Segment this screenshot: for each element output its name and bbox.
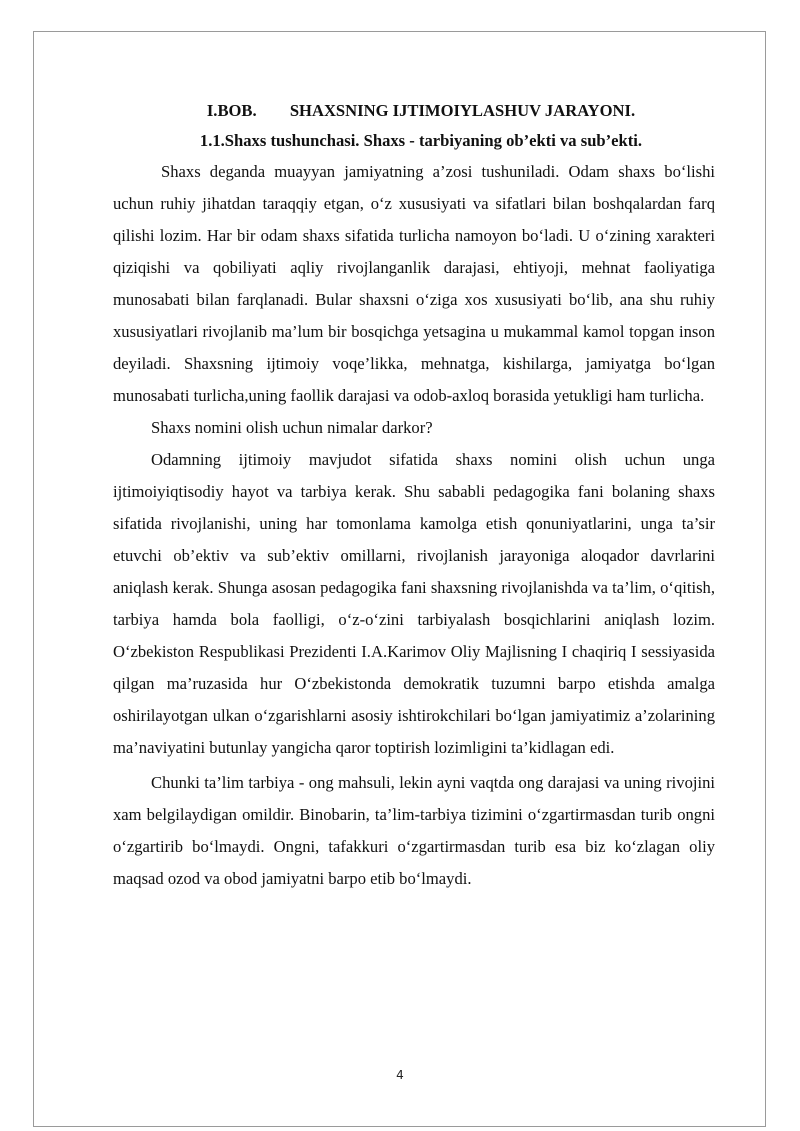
paragraph-1: Shaxs deganda muayyan jamiyatning a’zosi tushuniladi. Odam shaxs bo‘lishi uchun ruhiy jihatdan taraqqiy etgan, o‘z xususiyati va sifatlari bilan boshqalardan farq qilishi lozim. Har bir odam shaxs sifatida turlicha namoyon bo‘ladi. U o‘zining xarakteri qiziqishi va qobiliyati aqliy rivojlanganlik darajasi, ehtiyoji, mehnat faoliyatiga munosabati bilan farqlanadi. Bular shaxsni o‘ziga xos xususiyati bo‘lib, ana shu ruhiy xususiyatlari rivojlanib ma’lum bir bosqichga yetsagina u mukammal kamol topgan inson deyiladi. Shaxsning ijtimoiy voqe’likka, mehnatga, kishilarga, jamiyatga bo‘lgan munosabati turlicha,uning faollik darajasi va odob-axloq borasida yetukligi ham turlicha. [113, 162, 715, 405]
paragraph-question: Shaxs nomini olish uchun nimalar darkor? [151, 418, 433, 437]
paragraph-3: Chunki ta’lim tarbiya - ong mahsuli, lekin ayni vaqtda ong darajasi va uning rivojini xam belgilaydigan omildir. Binobarin, ta’lim-tarbiya tizimini o‘zgartirmasdan turib ongni o‘zgartirib bo‘lmaydi. Ongni, tafakkuri o‘zgartirmasdan turib esa biz ko‘zlagan oliy maqsad ozod va obod jamiyatni barpo etib bo‘lmaydi. [113, 773, 715, 888]
section-title: 1.1.Shaxs tushunchasi. Shaxs - tarbiyaning ob’ekti va sub’ekti. [199, 131, 643, 150]
paragraph-2: Odamning ijtimoiy mavjudot sifatida shaxs nomini olish uchun unga ijtimoiyiqtisodiy hayot va tarbiya kerak. Shu sababli pedagogika fani bolaning shaxs sifatida rivojlanishi, uning har tomonlama kamolga etish qonuniyatlarini, unga ta’sir etuvchi ob’ektiv va sub’ektiv omillarni, rivojlanish jarayoniga aloqador davrlarini aniqlash kerak. Shunga asosan pedagogika fani shaxsning rivojlanishda va ta’lim, o‘qitish, tarbiya hamda bola faolligi, o‘z-o‘zini tarbiyalash bosqichlarini aniqlash lozim. O‘zbekiston Respublikasi Prezidenti I.A.Karimov Oliy Majlisning I chaqiriq I sessiyasida qilgan ma’ruzasida hur O‘zbekistonda demokratik tuzumni barpo etishda amalga oshirilayotgan ulkan o‘zgarishlarni asosiy ishtirokchilari bo‘lgan jamiyatimiz a’zolarining ma’naviyatini butunlay yangicha qaror toptirish lozimligini ta’kidlagan edi. [113, 450, 715, 757]
page-number: 4 [396, 1068, 404, 1082]
document-body [113, 96, 715, 895]
chapter-title: I.BOB. SHAXSNING IJTIMOIYLASHUV JARAYONI. [206, 101, 636, 120]
